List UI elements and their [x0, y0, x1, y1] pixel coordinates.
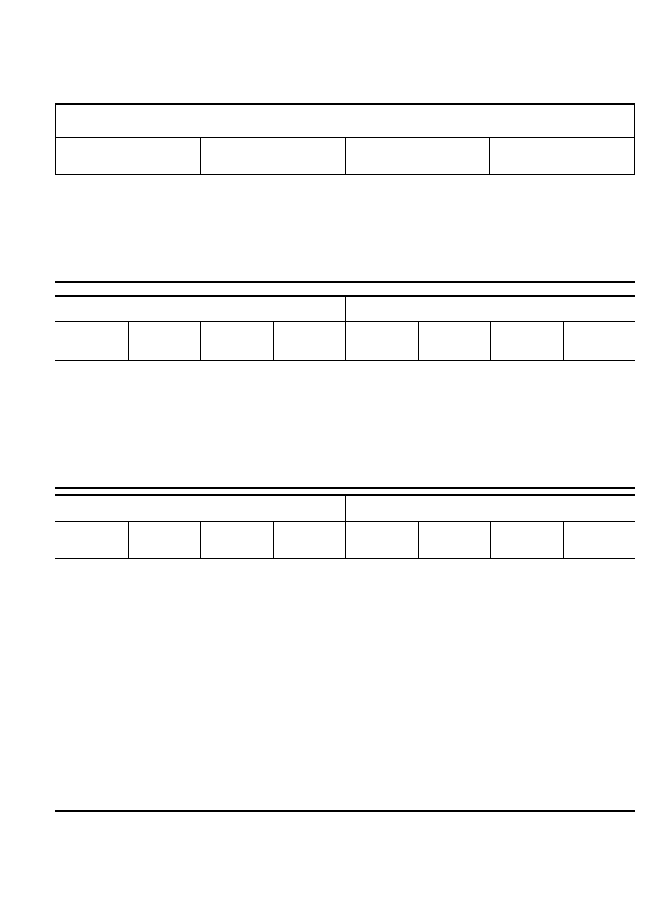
header-death — [489, 143, 635, 148]
header-death — [563, 525, 635, 530]
business-services-table — [55, 103, 635, 285]
header-total — [55, 143, 200, 148]
header-total — [55, 325, 128, 330]
header-death — [273, 325, 345, 330]
header-total — [345, 525, 418, 530]
header-total — [55, 525, 128, 530]
health-cultural-subheaders — [55, 325, 635, 360]
header-disability — [200, 325, 273, 330]
support-public-table — [55, 494, 635, 814]
header-total — [345, 325, 418, 330]
header-injury — [200, 143, 345, 148]
health-cultural-table — [55, 295, 635, 491]
support-public-subheaders — [55, 525, 635, 558]
header-death — [563, 325, 635, 330]
header-death — [273, 525, 345, 530]
header-disability — [490, 525, 563, 530]
header-disability — [490, 325, 563, 330]
header-disability — [345, 143, 490, 148]
header-disability — [200, 525, 273, 530]
